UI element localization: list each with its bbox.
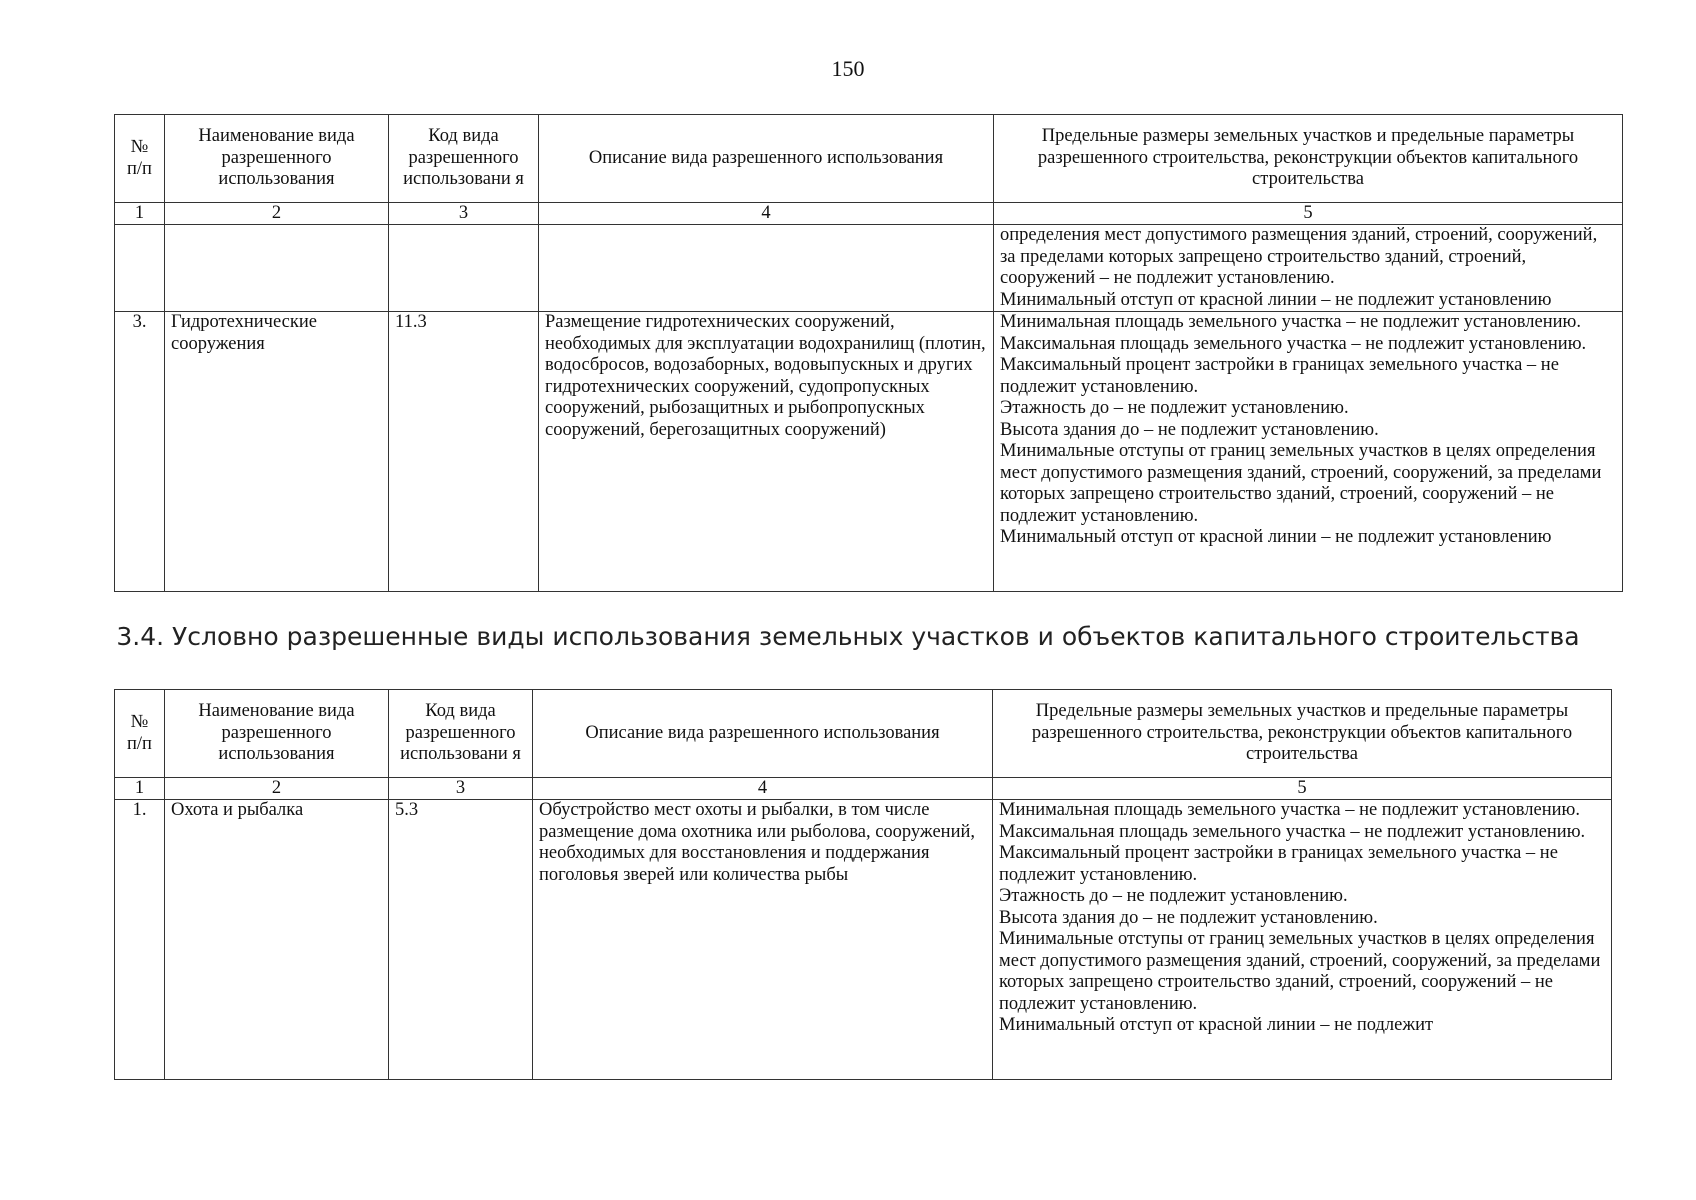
column-numbers-row <box>115 778 1612 800</box>
use-code: 11.3 <box>389 312 539 592</box>
table-row-continuation <box>115 225 1623 312</box>
col-number: 1 <box>115 203 165 225</box>
limits-text: Высота здания до – не подлежит установлению. <box>999 907 1378 928</box>
col-number: 3 <box>389 778 533 800</box>
limits-text: Минимальный отступ от красной линии – не подлежит <box>999 1015 1434 1035</box>
header-name: Наименование вида разрешенного использования <box>165 115 389 203</box>
header-code: Код вида разрешенного использовани я <box>389 115 539 203</box>
limits-text: Максимальная площадь земельного участка – не подлежит установлению. <box>999 821 1586 842</box>
limits-text: Высота здания до – не подлежит установлению. <box>1000 419 1379 440</box>
row-number: 3. <box>115 312 165 592</box>
use-code: 5.3 <box>389 800 533 1080</box>
header-desc: Описание вида разрешенного использования <box>533 690 993 778</box>
col-number: 5 <box>993 778 1612 800</box>
use-description: Обустройство мест охоты и рыбалки, в том числе размещение дома охотника или рыболова, сооружений, необходимых для восстановления и поддержания поголовья зверей или количества рыбы <box>533 800 993 1080</box>
limits-cell <box>994 312 1623 592</box>
col-number: 3 <box>389 203 539 225</box>
header-limits: Предельные размеры земельных участков и предельные параметры разрешенного строительства, реконструкции объектов капитального строительства <box>993 690 1612 778</box>
col-number: 2 <box>165 203 389 225</box>
limits-text: Минимальные отступы от границ земельных участков в целях определения мест допустимого размещения зданий, строений, сооружений, за пределами которых запрещено строительство зданий, строений, сооружений – не подлежит установлению. <box>1000 441 1602 526</box>
use-description: Размещение гидротехнических сооружений, необходимых для эксплуатации водохранилищ (плотин, водосбросов, водозаборных, водовыпускных и других гидротехнических сооружений, судопропускных сооружений, рыбозащитных и рыбопропускных сооружений, берегозащитных сооружений) <box>539 312 994 592</box>
col-number: 1 <box>115 778 165 800</box>
row-number: 1. <box>115 800 165 1080</box>
col-number: 4 <box>539 203 994 225</box>
col-number: 2 <box>165 778 389 800</box>
limits-text: Максимальная площадь земельного участка – не подлежит установлению. <box>1000 333 1587 354</box>
col-number: 5 <box>994 203 1623 225</box>
section-title: 3.4. Условно разрешенные виды использования земельных участков и объектов капитального строительства <box>116 622 1580 651</box>
limits-text: Максимальный процент застройки в границах земельного участка – не подлежит установлению. <box>1000 355 1559 397</box>
page-number: 150 <box>831 56 865 81</box>
use-name: Охота и рыбалка <box>165 800 389 1080</box>
header-limits: Предельные размеры земельных участков и предельные параметры разрешенного строительства, реконструкции объектов капитального строительства <box>994 115 1623 203</box>
limits-text: Минимальные отступы от границ земельных участков в целях определения мест допустимого размещения зданий, строений, сооружений, за пределами которых запрещено строительство зданий, строений, сооружений – не подлежит установлению. <box>999 929 1601 1014</box>
table-row <box>115 312 1623 592</box>
table-header-row <box>115 115 1623 203</box>
limits-text: Минимальный отступ от красной линии – не подлежит установлению <box>1000 527 1552 547</box>
col-number: 4 <box>533 778 993 800</box>
header-num: № п/п <box>115 690 165 778</box>
limits-text: Минимальная площадь земельного участка – не подлежит установлению. <box>999 800 1580 820</box>
column-numbers-row <box>115 203 1623 225</box>
limits-cell <box>993 800 1612 1080</box>
table-header-row <box>115 690 1612 778</box>
table-conditional-uses <box>114 689 1612 1080</box>
limits-text: Минимальный отступ от красной линии – не подлежит установлению <box>1000 289 1552 310</box>
limits-text: определения мест допустимого размещения зданий, строений, сооружений, за пределами которых запрещено строительство зданий, строений, сооружений – не подлежит установлению. <box>1000 225 1598 288</box>
limits-text: Максимальный процент застройки в границах земельного участка – не подлежит установлению. <box>999 843 1558 885</box>
limits-cell <box>994 225 1623 312</box>
table-row <box>115 800 1612 1080</box>
use-name: Гидротехнические сооружения <box>165 312 389 592</box>
table-permitted-uses <box>114 114 1623 592</box>
header-name: Наименование вида разрешенного использования <box>165 690 389 778</box>
header-desc: Описание вида разрешенного использования <box>539 115 994 203</box>
header-code: Код вида разрешенного использовани я <box>389 690 533 778</box>
limits-text: Этажность до – не подлежит установлению. <box>999 886 1348 906</box>
limits-text: Минимальная площадь земельного участка – не подлежит установлению. <box>1000 312 1581 332</box>
limits-text: Этажность до – не подлежит установлению. <box>1000 398 1349 418</box>
header-num: № п/п <box>115 115 165 203</box>
